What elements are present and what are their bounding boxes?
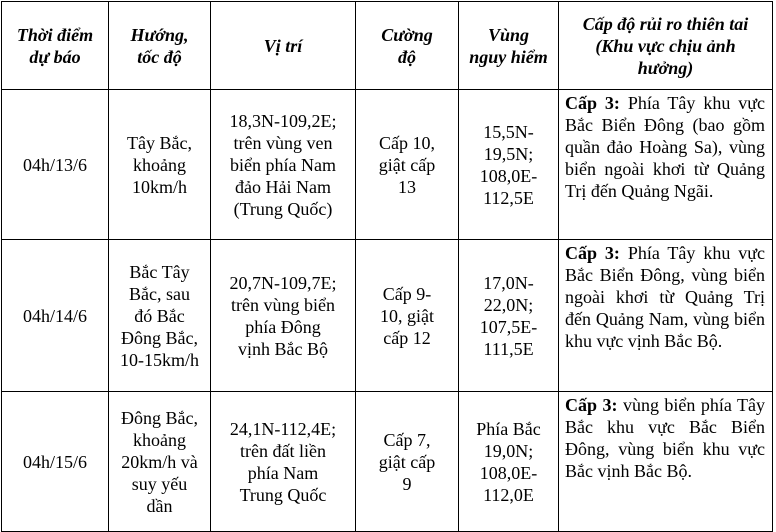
risk-level-label: Cấp 3: (565, 395, 618, 415)
cell-direction-speed: Tây Bắc, khoảng 10km/h (109, 90, 211, 240)
header-row (2, 2, 773, 90)
cell-danger-zone: 17,0N- 22,0N; 107,5E- 111,5E (459, 240, 559, 392)
table-row (2, 392, 773, 532)
table-row (2, 240, 773, 392)
risk-level-label: Cấp 3: (565, 243, 620, 263)
risk-area-text: Phía Tây khu vực Bắc Biển Đông (bao gồm quần đảo Hoàng Sa), vùng biển ngoài khơi từ Quảng Trị đến Quảng Ngãi. (565, 93, 765, 201)
risk-area-text: Phía Tây khu vực Bắc Biển Đông, vùng biển ngoài khơi từ Quảng Trị đến Quảng Nam, vùng biển khu vực vịnh Bắc Bộ. (565, 243, 765, 351)
risk-area-text: vùng biển phía Tây Bắc khu vực Bắc Biển Đông, vùng biển khu vực Bắc vịnh Bắc Bộ. (565, 395, 765, 481)
header-position: Vị trí (211, 2, 356, 90)
cell-danger-zone: Phía Bắc 19,0N; 108,0E- 112,0E (459, 392, 559, 532)
cell-forecast-time: 04h/14/6 (2, 240, 109, 392)
cell-risk-level (559, 392, 773, 532)
cell-intensity: Cấp 7, giật cấp 9 (356, 392, 459, 532)
header-direction-speed: Hướng, tốc độ (109, 2, 211, 90)
table-row (2, 90, 773, 240)
cell-intensity: Cấp 9- 10, giật cấp 12 (356, 240, 459, 392)
cell-risk-level (559, 240, 773, 392)
cell-position: 20,7N-109,7E; trên vùng biển phía Đông vịnh Bắc Bộ (211, 240, 356, 392)
cell-direction-speed: Đông Bắc, khoảng 20km/h và suy yếu dần (109, 392, 211, 532)
cell-forecast-time: 04h/13/6 (2, 90, 109, 240)
risk-level-label: Cấp 3: (565, 93, 620, 113)
cell-position: 24,1N-112,4E; trên đất liền phía Nam Trung Quốc (211, 392, 356, 532)
header-danger-zone: Vùng nguy hiểm (459, 2, 559, 90)
cell-intensity: Cấp 10, giật cấp 13 (356, 90, 459, 240)
cell-risk-level (559, 90, 773, 240)
cell-danger-zone: 15,5N- 19,5N; 108,0E- 112,5E (459, 90, 559, 240)
header-intensity: Cường độ (356, 2, 459, 90)
cell-position: 18,3N-109,2E; trên vùng ven biển phía Nam đảo Hải Nam (Trung Quốc) (211, 90, 356, 240)
header-risk-level: Cấp độ rủi ro thiên tai (Khu vực chịu ảnh hưởng) (559, 2, 773, 90)
cell-forecast-time: 04h/15/6 (2, 392, 109, 532)
header-forecast-time: Thời điểm dự báo (2, 2, 109, 90)
storm-forecast-table (1, 1, 773, 532)
cell-direction-speed: Bắc Tây Bắc, sau đó Bắc Đông Bắc, 10-15km/h (109, 240, 211, 392)
